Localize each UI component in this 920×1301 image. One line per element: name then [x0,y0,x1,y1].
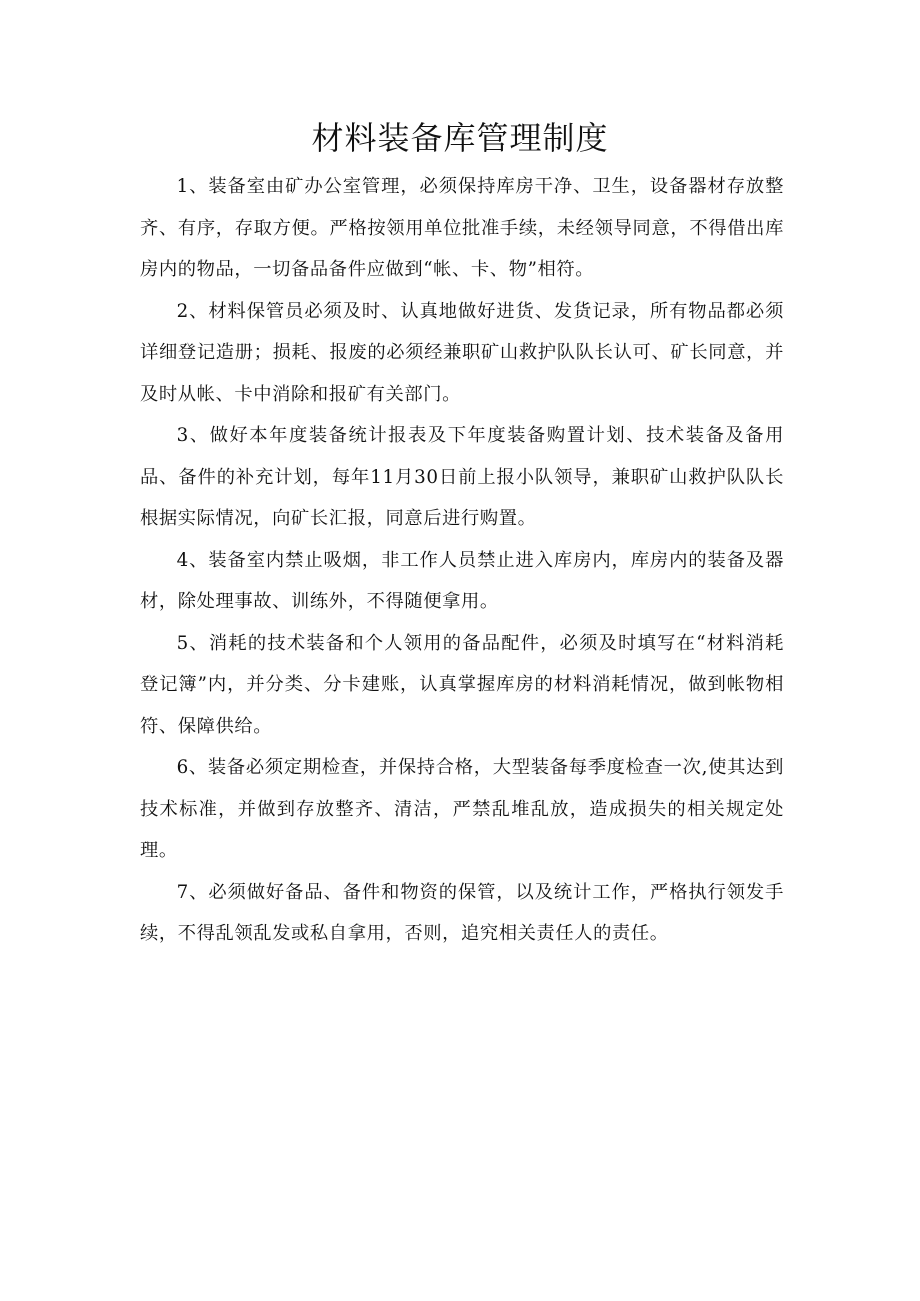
rule-paragraph-5: 5、消耗的技术装备和个人领用的备品配件，必须及时填写在“材料消耗登记簿”内，并分类、分卡建账，认真掌握库房的材料消耗情况，做到帐物相符、保障供给。 [140,632,784,737]
rule-paragraph-6: 6、装备必须定期检查，并保持合格，大型装备每季度检查一次,使其达到技术标准，并做到存放整齐、清洁，严禁乱堆乱放，造成损失的相关规定处理。 [140,757,784,861]
rule-paragraph-2: 2、材料保管员必须及时、认真地做好进货、发货记录，所有物品都必须详细登记造册；损耗、报废的必须经兼职矿山救护队队长认可、矿长同意，并及时从帐、卡中消除和报矿有关部门。 [140,300,784,405]
rule-paragraph-4: 4、装备室内禁止吸烟，非工作人员禁止进入库房内，库房内的装备及器材，除处理事故、训练外，不得随便拿用。 [140,549,784,612]
rule-paragraph-3: 3、做好本年度装备统计报表及下年度装备购置计划、技术装备及备用品、备件的补充计划，每年11月30日前上报小队领导，兼职矿山救护队队长根据实际情况，向矿长汇报，同意后进行购置。 [140,425,784,529]
document-title: 材料装备库管理制度 [311,119,609,157]
rule-paragraph-1: 1、装备室由矿办公室管理，必须保持库房干净、卫生，设备器材存放整齐、有序，存取方便。严格按领用单位批准手续，未经领导同意，不得借出库房内的物品，一切备品备件应做到“帐、卡、物”相符。 [140,176,784,280]
document-body [140,166,784,955]
rule-paragraph-7: 7、必须做好备品、备件和物资的保管，以及统计工作，严格执行领发手续，不得乱领乱发或私自拿用，否则，追究相关责任人的责任。 [140,881,784,944]
